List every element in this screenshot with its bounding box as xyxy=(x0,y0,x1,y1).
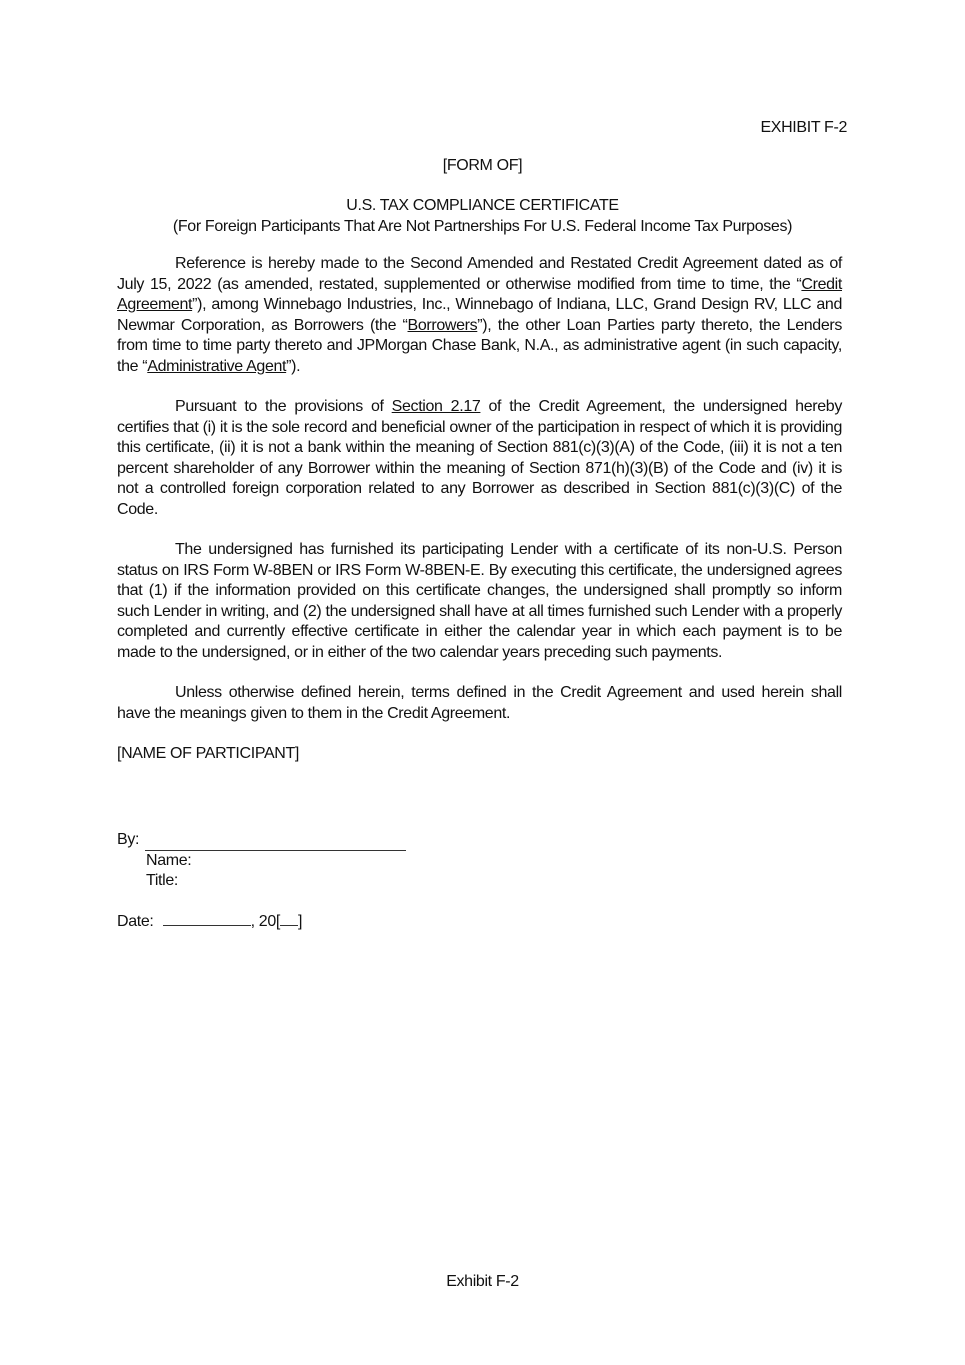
paragraph-furnished: The undersigned has furnished its participating Lender with a certificate of its non-U.S. Person status on IRS Form W-8BEN or IRS Form W-8BEN-E. By executing this certificate, the undersigned agrees that (1) if the information provided on this certificate changes, the undersigned shall promptly so inform such Lender in writing, and (2) the undersigned shall have at all times furnished such Lender with a properly completed and currently effective certificate in either the calendar year in which each payment is to be made to the undersigned, or in either of the two calendar years preceding such payments. xyxy=(117,541,842,661)
name-label: Name: xyxy=(146,851,192,869)
date-row xyxy=(117,910,302,933)
title-label: Title: xyxy=(146,872,178,889)
date-year-prefix: , 20[ xyxy=(250,913,280,930)
by-label: By: xyxy=(117,831,140,848)
text-segment: of the Credit Agreement, the undersigned hereby certifies that (i) it is the sole record and beneficial owner of the participation in respect of which it is providing this certificate, (ii) it is not a bank within the meaning of Section 881(c)(3)(A) of the Code, (iii) it is not a ten percent shareholder of any Borrower within the meaning of Section 871(h)(3)(B) of the Code and (iv) it is not a controlled foreign corporation related to any Borrower as described in Section 881(c)(3)(C) of the Code. xyxy=(117,398,842,518)
title-block xyxy=(0,196,965,237)
year-blank[interactable] xyxy=(280,910,298,926)
text-segment: Reference is hereby made to the Second Amended and Restated Credit Agreement dated as of July 15, 2022 (as amended, restated, supplemented or otherwise modified from time to time, the “ xyxy=(117,255,842,293)
section-reference: Section 2.17 xyxy=(391,398,481,415)
defined-term-administrative-agent: Administrative Agent xyxy=(147,357,287,375)
signature-block xyxy=(117,830,517,892)
document-body xyxy=(117,254,842,765)
paragraph-certification xyxy=(117,397,842,520)
defined-term-borrowers: Borrowers xyxy=(407,316,478,334)
participant-name: [NAME OF PARTICIPANT] xyxy=(117,745,300,762)
page-footer: Exhibit F-2 xyxy=(446,1273,519,1290)
date-blank[interactable] xyxy=(163,910,251,926)
paragraph-definitions: Unless otherwise defined herein, terms defined in the Credit Agreement and used herein shall have the meanings given to them in the Credit Agreement. xyxy=(117,684,842,722)
certificate-title: U.S. TAX COMPLIANCE CERTIFICATE xyxy=(346,197,619,214)
text-segment: Pursuant to the provisions of xyxy=(175,398,392,415)
paragraph-reference xyxy=(117,254,842,377)
certificate-subtitle: (For Foreign Participants That Are Not Partnerships For U.S. Federal Income Tax Purposes) xyxy=(172,217,793,235)
by-row xyxy=(117,830,517,851)
text-segment: ”), the other Loan Parties party thereto, the Lenders from time to time party thereto and JPMorgan Chase Bank, N.A., as administrative agent (in such capacity, the “ xyxy=(117,316,843,375)
date-year-close: ] xyxy=(298,913,303,930)
signature-line[interactable] xyxy=(145,833,406,851)
text-segment: ”). xyxy=(286,357,301,375)
form-of-heading: [FORM OF] xyxy=(442,157,523,174)
defined-term-credit-agreement: Credit Agreement xyxy=(117,275,842,313)
text-segment: ”), among Winnebago Industries, Inc., Winnebago of Indiana, LLC, Grand Design RV, LLC and Newmar Corporation, as Borrowers (the “ xyxy=(117,296,842,334)
date-label: Date: xyxy=(117,913,154,930)
exhibit-label: EXHIBIT F-2 xyxy=(760,119,847,136)
